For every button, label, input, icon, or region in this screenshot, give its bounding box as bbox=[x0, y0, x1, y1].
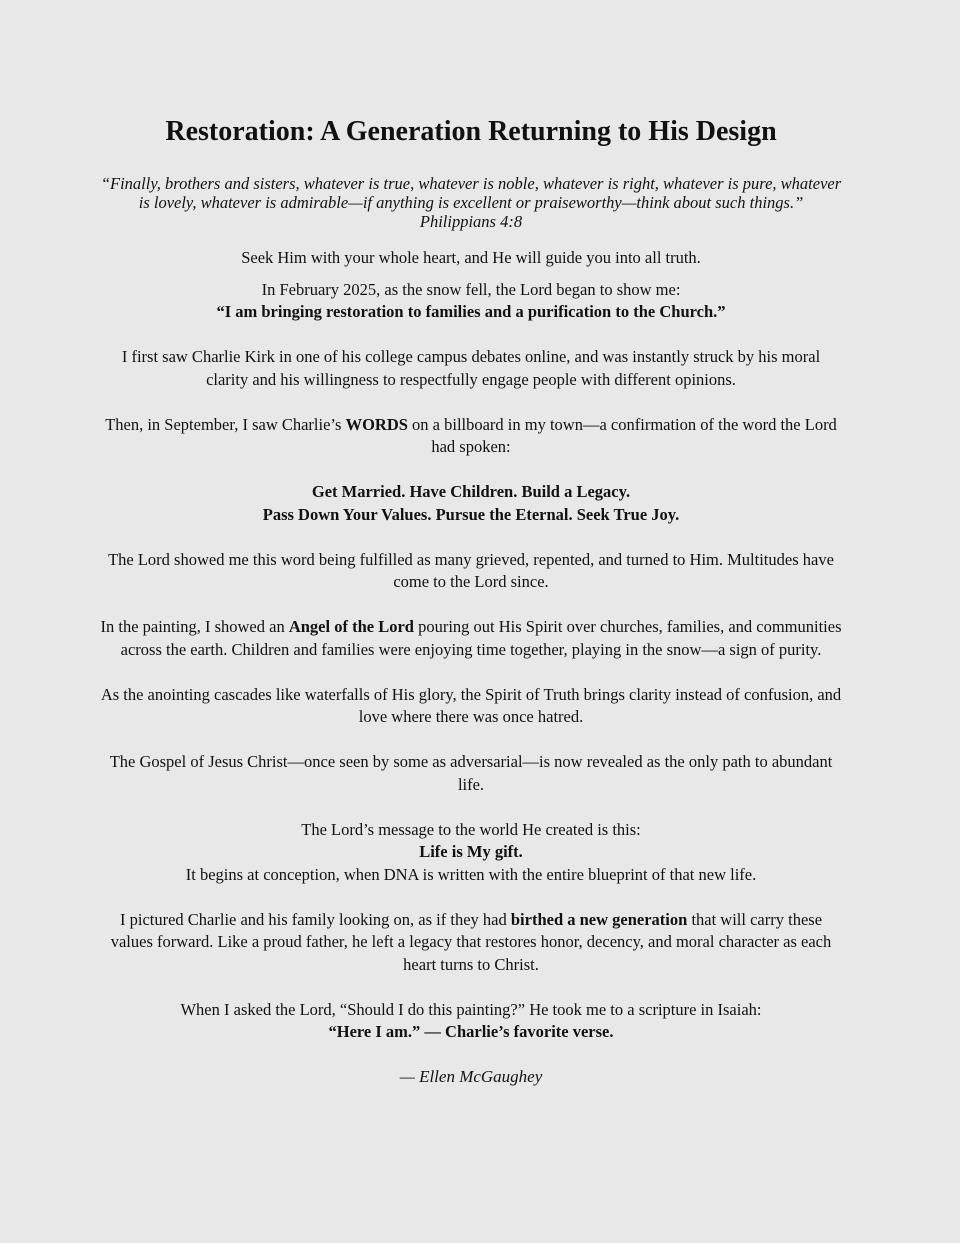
painting-text-after: pouring out His Spirit over churches, families, and communities across the earth. Children and families were enjoying time together, playing in the snow—a sign of purity. bbox=[120, 617, 842, 659]
epigraph-text: “Finally, brothers and sisters, whatever is true, whatever is noble, whatever is right, whatever is pure, whatever is lovely, whatever is admirable—if anything is excellent or praiseworthy—think about such things.” bbox=[100, 174, 842, 212]
message-intro: The Lord’s message to the world He created is this: bbox=[301, 819, 641, 839]
values-line-1: Get Married. Have Children. Build a Legacy. bbox=[311, 482, 631, 501]
new-generation-bold: birthed a new generation bbox=[510, 909, 688, 929]
life-is-my-gift: Life is My gift. bbox=[419, 842, 523, 861]
paragraph-february-vision bbox=[100, 279, 842, 324]
paragraph-gospel: The Gospel of Jesus Christ—once seen by some as adversarial—is now revealed as the only path to abundant life. bbox=[109, 752, 833, 794]
epigraph bbox=[100, 174, 842, 231]
painting-text-before: In the painting, I showed an bbox=[100, 617, 289, 636]
epigraph-reference: Philippians 4:8 bbox=[419, 212, 523, 231]
conception-line: It begins at conception, when DNA is written with the entire blueprint of that new life. bbox=[185, 864, 757, 884]
paragraph-legacy bbox=[100, 909, 842, 977]
legacy-text-before: I pictured Charlie and his family looking on, as if they had bbox=[119, 909, 511, 929]
paragraph-billboard bbox=[100, 414, 842, 459]
legacy-text-after: that will carry these values forward. Like a proud father, he left a legacy that restores honor, decency, and moral character as each heart turns to Christ. bbox=[110, 909, 832, 974]
values-line-2: Pass Down Your Values. Pursue the Eternal. Seek True Joy. bbox=[262, 504, 680, 524]
author-signature: — Ellen McGaughey bbox=[399, 1067, 543, 1086]
billboard-text-after: on a billboard in my town—a confirmation of the word the Lord had spoken: bbox=[407, 414, 837, 456]
paragraph-painting bbox=[100, 616, 842, 661]
paragraph-message bbox=[100, 819, 842, 887]
vision-quote: “I am bringing restoration to families and a purification to the Church.” bbox=[216, 302, 726, 321]
paragraph-isaiah bbox=[100, 999, 842, 1044]
vision-intro: In February 2025, as the snow fell, the Lord began to show me: bbox=[261, 279, 681, 299]
angel-of-the-lord-bold: Angel of the Lord bbox=[288, 617, 414, 636]
here-i-am-verse: “Here I am.” — Charlie’s favorite verse. bbox=[328, 1022, 614, 1041]
document-page bbox=[100, 112, 842, 1089]
isaiah-question: When I asked the Lord, “Should I do this painting?” He took me to a scripture in Isaiah: bbox=[180, 999, 762, 1019]
billboard-words-bold: WORDS bbox=[345, 414, 408, 434]
paragraph-anointing: As the anointing cascades like waterfalls of His glory, the Spirit of Truth brings clarity instead of confusion, and love where there was once hatred. bbox=[100, 684, 842, 726]
paragraph-seek-him: Seek Him with your whole heart, and He will guide you into all truth. bbox=[241, 248, 701, 267]
document-title: Restoration: A Generation Returning to His Design bbox=[165, 116, 777, 147]
billboard-text-before: Then, in September, I saw Charlie’s bbox=[105, 414, 346, 434]
values-list bbox=[100, 481, 842, 526]
paragraph-fulfilled: The Lord showed me this word being fulfilled as many grieved, repented, and turned to Him. Multitudes have come to the Lord since. bbox=[108, 549, 834, 591]
paragraph-charlie-kirk: I first saw Charlie Kirk in one of his college campus debates online, and was instantly struck by his moral clarity and his willingness to respectfully engage people with different opinions. bbox=[121, 347, 821, 389]
